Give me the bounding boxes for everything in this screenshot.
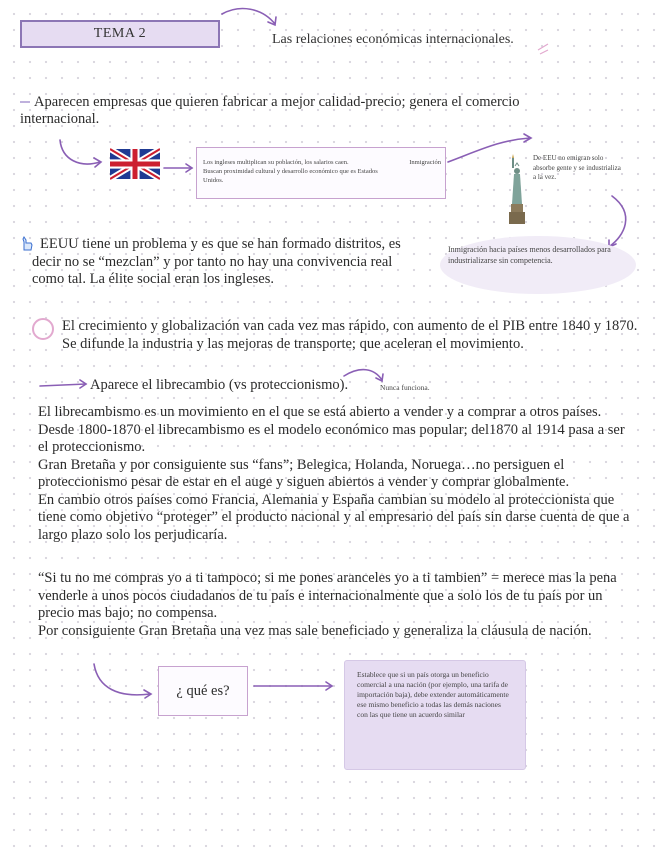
definition-text: Establece que si un país otorga un beneficio comercial a una nación (por ejemplo, una tarifa de importación baja), debe extender automáticamente ese mismo beneficio a todas las demás naciones con las que tiene un acuerdo similar bbox=[357, 670, 509, 719]
inmigracion-tag: Inmigración bbox=[409, 159, 441, 166]
clausula-text bbox=[38, 570, 638, 640]
pink-doodle-title bbox=[538, 44, 548, 54]
arrow-nunca-head bbox=[376, 374, 383, 381]
british-line-2: Buscan proximidad cultural y desarrollo económico que es Estados Unidos. bbox=[203, 168, 378, 184]
tema-label-box bbox=[20, 20, 220, 48]
nunca-funciona-note: Nunca funciona. bbox=[380, 383, 430, 392]
intro-paragraph: Aparecen empresas que quieren fabricar a mejor calidad-precio; genera el comercio internacional. bbox=[20, 94, 520, 127]
clausula-paragraph-2: Por consiguiente Gran Bretaña una vez mas sale beneficiado y generaliza la cláusula de nación. bbox=[38, 622, 592, 639]
definition-box bbox=[344, 660, 526, 770]
librecambismo-text bbox=[38, 404, 638, 544]
librecambio-heading: Aparece el librecambio (vs proteccionismo). bbox=[90, 377, 349, 393]
uk-flag-icon bbox=[110, 148, 160, 180]
librecambismo-paragraph-1: El librecambismo es un movimiento en el que se está abierto a vender y a comprar a otros países. Desde 1800-1870 el librecambismo es el modelo económico mas popular; del1870 al 1914 pasa a ser el proteccionismo. bbox=[38, 404, 625, 455]
question-text: ¿ qué es? bbox=[176, 682, 230, 699]
question-box bbox=[158, 666, 248, 716]
clausula-paragraph-1: “Si tu no me compras yo a ti tampoco; si me pones aranceles yo a ti tambien” = merece mas la pena venderle a unos pocos ciudadanos de tu país e internacionalmente que a solo los de tu país por un precio mas bajo; no compensa. bbox=[38, 570, 617, 621]
arrow-title-head bbox=[268, 17, 276, 25]
eeu-note: De EEU no emigran solo absorbe gente y se industrializa a la vez. bbox=[533, 154, 621, 181]
globalizacion-paragraph: El crecimiento y globalización van cada vez mas rápido, con aumento de el PIB entre 1840 y 1870. Se difunde la industria y las mejoras de transporte; que aceleran el movimiento. bbox=[62, 318, 638, 352]
arrow-flag-head bbox=[94, 158, 101, 167]
british-emigration-box bbox=[196, 147, 446, 199]
arrow-brit-box-head bbox=[186, 164, 192, 172]
arrow-que bbox=[94, 664, 150, 695]
arrow-definition-head bbox=[326, 682, 332, 690]
british-line-1: Los ingleses multiplican su población, los salarios caen. bbox=[203, 159, 349, 166]
arrow-inmig bbox=[610, 196, 626, 246]
librecambismo-paragraph-3: En cambio otros países como Francia, Alemania y España cambian su modelo al proteccionista que tiene como objetivo “proteger” el producto nacional y al empresario del país sin darse cuenta de que a largo plazo solo los perjudicaría. bbox=[38, 491, 630, 543]
librecambismo-paragraph-2: Gran Bretaña y por consiguiente sus “fans”; Belegica, Holanda, Noruega…no persiguen el proteccionismo pesar de estar en el auge y siguen abiertos a vender y comprar globalmente. bbox=[38, 456, 570, 490]
tema-label: TEMA 2 bbox=[93, 26, 147, 41]
statue-of-liberty-icon bbox=[505, 154, 527, 226]
eeuu-problem-paragraph: EEUU tiene un problema y es que se han formado distritos, es decir no se “mezclan” y por tanto no hay una convivencia real como tal. La élite social eran los ingleses. bbox=[32, 236, 401, 287]
arrow-libre bbox=[40, 384, 86, 386]
circle-bullet bbox=[32, 318, 54, 340]
arrow-libre-head bbox=[80, 380, 86, 388]
arrow-flag bbox=[60, 140, 100, 164]
arrow-to-statue-head bbox=[524, 134, 531, 142]
page-title: Las relaciones económicas internacionales. bbox=[272, 32, 514, 47]
inmigracion-note: Inmigración hacia países menos desarrollados para industrializarse sin competencia. bbox=[448, 245, 611, 265]
arrow-title bbox=[222, 9, 275, 24]
arrow-nunca bbox=[344, 370, 382, 380]
arrow-que-head bbox=[144, 690, 151, 698]
